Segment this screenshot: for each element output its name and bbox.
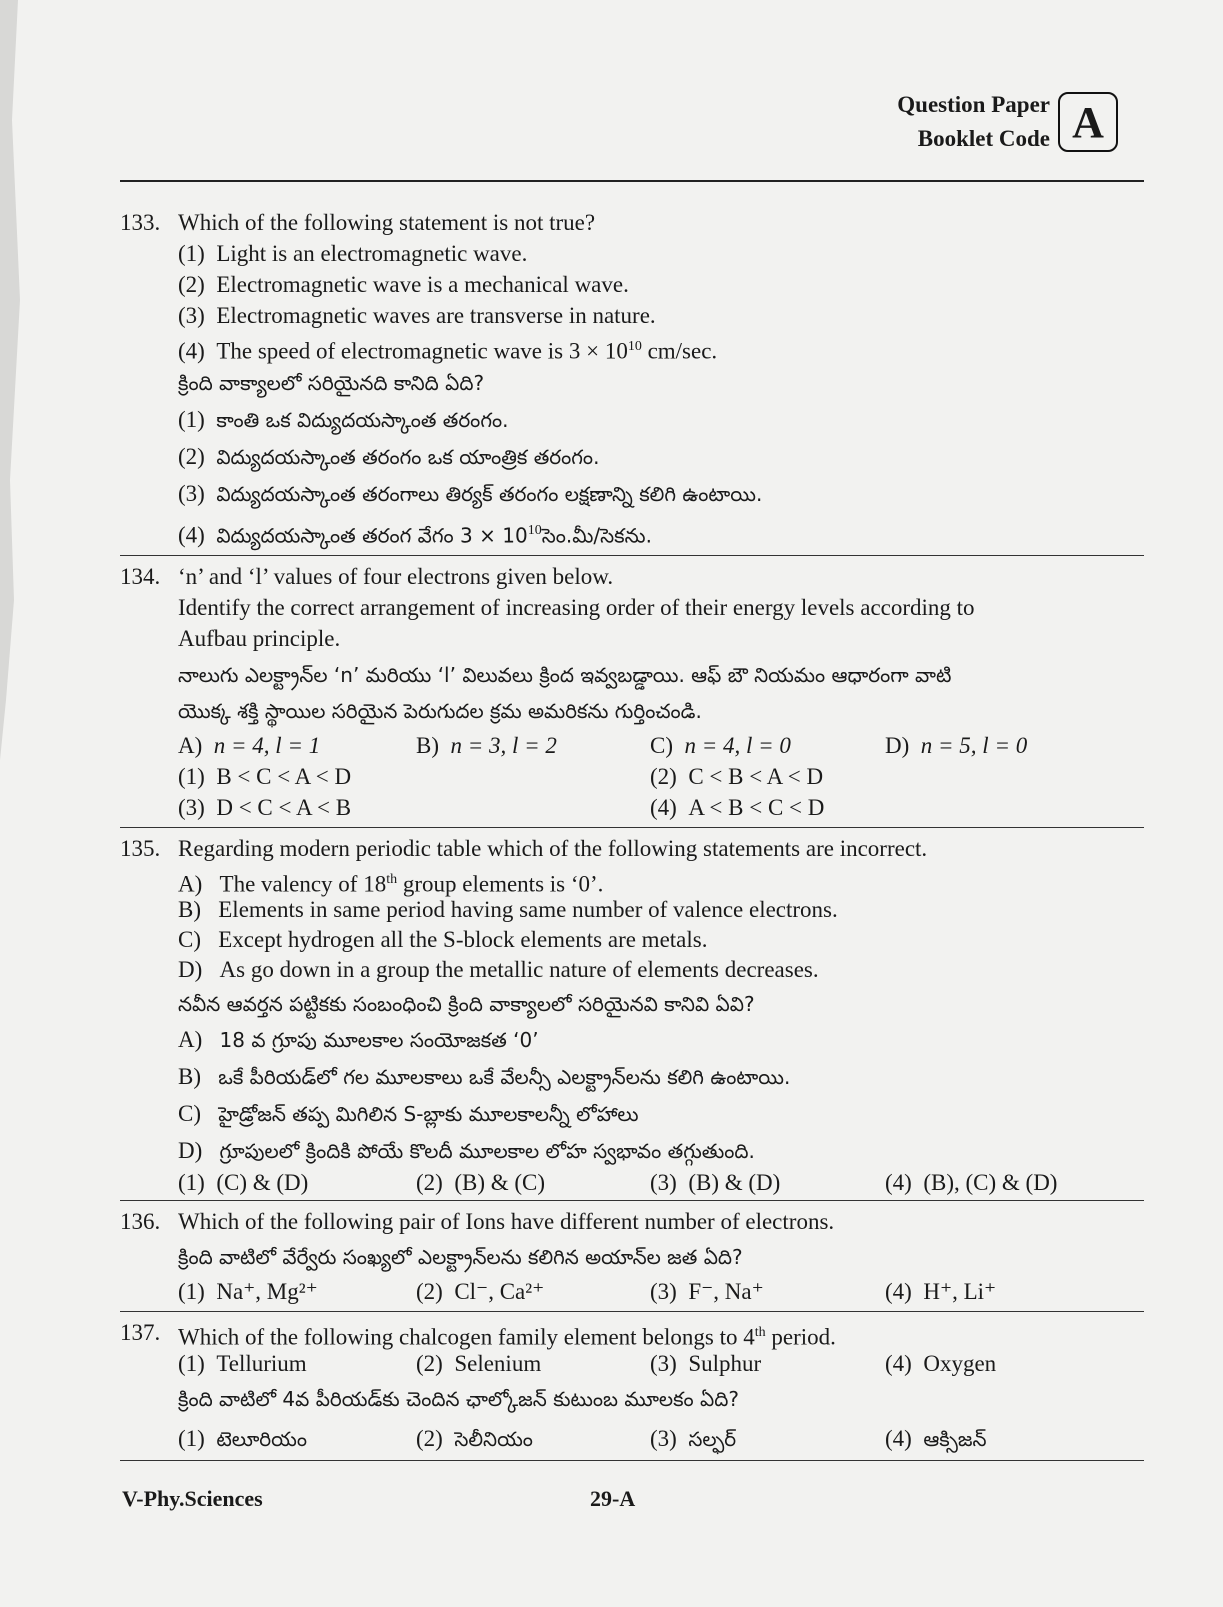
q134-option-3: (3) D < C < A < B: [178, 795, 352, 820]
q134-option-2: (2) C < B < A < D: [650, 764, 824, 789]
q137-te-option-2: (2) సెలీనియం: [416, 1426, 533, 1451]
q135-option-1: (1) (C) & (D): [178, 1170, 309, 1195]
q135-option-2: (2) (B) & (C): [416, 1170, 546, 1195]
question-number-133: 133.: [120, 210, 161, 235]
booklet-code-label: [897, 88, 1050, 156]
q137-te-option-4: (4) ఆక్సిజన్: [885, 1426, 987, 1451]
q134-telugu-text: నాలుగు ఎలక్ట్రాన్‌ల ‘n’ మరియు ‘l’ విలువలు క్రింద ఇవ్వబడ్డాయి. ఆఫ్ బౌ నియమం ఆధారంగా వాటి: [178, 663, 952, 687]
header-line2: Booklet Code: [917, 126, 1050, 151]
q135-te-statement-b: B) ఒకే పీరియడ్‌లో గల మూలకాలు ఒకే వేలన్సీ ఎలక్ట్రాన్‌లను కలిగి ఉంటాయి.: [178, 1064, 791, 1089]
footer-subject: V-Phy.Sciences: [122, 1486, 263, 1511]
q137-option-3: (3) Sulphur: [650, 1351, 762, 1376]
q133-te-option-4: (4) విద్యుదయస్కాంత తరంగ వేగం $3 \times 10^{10}సెం.మీ/సెకను$.: [178, 522, 652, 548]
q134-item-d: D) n = 5, l = 0: [885, 733, 1028, 758]
q137-telugu-text: క్రింది వాటిలో 4వ పీరియడ్‌కు చెందిన ఛాల్కోజన్ కుటుంబ మూలకం ఏది?: [178, 1387, 739, 1411]
q133-te-option-3: (3) విద్యుదయస్కాంత తరంగాలు తిర్యక్ తరంగం లక్షణాన్ని కలిగి ఉంటాయి.: [178, 481, 763, 506]
q133-option-1: (1) Light is an electromagnetic wave.: [178, 241, 528, 266]
q137-te-option-1: (1) టెలూరియం: [178, 1426, 308, 1451]
q134-item-b: B) n = 3, l = 2: [416, 733, 557, 758]
header-line1: Question Paper: [897, 92, 1050, 117]
q135-option-3: (3) (B) & (D): [650, 1170, 781, 1195]
q133-option-4: (4) The speed of electromagnetic wave is $3 \times 10^{10}$ cm/sec.: [178, 338, 718, 364]
separator-133: [120, 555, 1144, 556]
q135-statement-b: B) Elements in same period having same number of valence electrons.: [178, 897, 838, 922]
question-number-137: 137.: [120, 1320, 161, 1345]
question-number-135: 135.: [120, 836, 161, 861]
booklet-code-box: A: [1058, 92, 1118, 152]
q135-te-statement-a: A) 18 వ గ్రూపు మూలకాల సంయోజకత ‘0’: [178, 1027, 539, 1052]
header-rule: [120, 180, 1144, 182]
separator-136: [120, 1311, 1144, 1312]
q136-option-4: (4) H⁺, Li⁺: [885, 1279, 997, 1304]
footer-page-number: 29-A: [590, 1486, 636, 1511]
q133-telugu-text: క్రింది వాక్యాలలో సరియైనది కానిది ఏది?: [178, 371, 485, 395]
q137-option-2: (2) Selenium: [416, 1351, 542, 1376]
q133-option-2: (2) Electromagnetic wave is a mechanical wave.: [178, 272, 629, 297]
torn-paper-edge: [0, 0, 40, 1607]
q137-option-4: (4) Oxygen: [885, 1351, 997, 1376]
q135-option-4: (4) (B), (C) & (D): [885, 1170, 1058, 1195]
q136-telugu-text: క్రింది వాటిలో వేర్వేరు సంఖ్యలో ఎలక్ట్రాన్‌లను కలిగిన అయాన్‌ల జత ఏది?: [178, 1245, 743, 1269]
q133-te-option-1: (1) కాంతి ఒక విద్యుదయస్కాంత తరంగం.: [178, 407, 509, 432]
question-number-134: 134.: [120, 564, 161, 589]
q135-statement-d: D) As go down in a group the metallic nature of elements decreases.: [178, 957, 819, 982]
question-number-136: 136.: [120, 1209, 161, 1234]
question-text-134: ‘n’ and ‘l’ values of four electrons given below.: [178, 564, 614, 589]
q135-statement-c: C) Except hydrogen all the S-block elements are metals.: [178, 927, 708, 952]
question-text-136: Which of the following pair of Ions have different number of electrons.: [178, 1209, 835, 1234]
q134-item-a: A) n = 4, l = 1: [178, 733, 321, 758]
q136-option-3: (3) F⁻, Na⁺: [650, 1279, 764, 1304]
question-text-135: Regarding modern periodic table which of the following statements are incorrect.: [178, 836, 928, 861]
question-text-137: Which of the following chalcogen family element belongs to 4th period.: [178, 1324, 836, 1350]
question-text-133: Which of the following statement is not true?: [178, 210, 596, 235]
q135-statement-a: A) The valency of 18th group elements is ‘0’.: [178, 871, 604, 897]
q135-te-statement-d: D) గ్రూపులలో క్రిందికి పోయే కొలదీ మూలకాల లోహ స్వభావం తగ్గుతుంది.: [178, 1138, 755, 1163]
q134-option-4: (4) A < B < C < D: [650, 795, 825, 820]
separator-134: [120, 827, 1144, 828]
booklet-code-header: [897, 88, 1118, 156]
q135-telugu-text: నవీన ఆవర్తన పట్టికకు సంబంధించి క్రింది వాక్యాలలో సరియైనవి కానివి ఏవి?: [178, 992, 755, 1016]
q134-item-c: C) n = 4, l = 0: [650, 733, 791, 758]
question-text-134-line3: Aufbau principle.: [178, 626, 341, 651]
q136-option-1: (1) Na⁺, Mg²⁺: [178, 1279, 318, 1304]
q133-te-option-2: (2) విద్యుదయస్కాంత తరంగం ఒక యాంత్రిక తరంగం.: [178, 444, 600, 469]
q134-option-1: (1) B < C < A < D: [178, 764, 352, 789]
q135-te-statement-c: C) హైడ్రోజన్ తప్ప మిగిలిన S-బ్లాకు మూలకాలన్నీ లోహాలు: [178, 1101, 639, 1126]
q136-option-2: (2) Cl⁻, Ca²⁺: [416, 1279, 545, 1304]
q137-te-option-3: (3) సల్ఫర్: [650, 1426, 737, 1451]
q133-option-3: (3) Electromagnetic waves are transverse in nature.: [178, 303, 656, 328]
separator-137: [120, 1460, 1144, 1461]
q137-option-1: (1) Tellurium: [178, 1351, 307, 1376]
q134-telugu-text-line2: యొక్క శక్తి స్థాయిల సరియైన పెరుగుదల క్రమ అమరికను గుర్తించండి.: [178, 699, 702, 723]
question-text-134-line2: Identify the correct arrangement of increasing order of their energy levels according to: [178, 595, 975, 620]
separator-135: [120, 1200, 1144, 1201]
